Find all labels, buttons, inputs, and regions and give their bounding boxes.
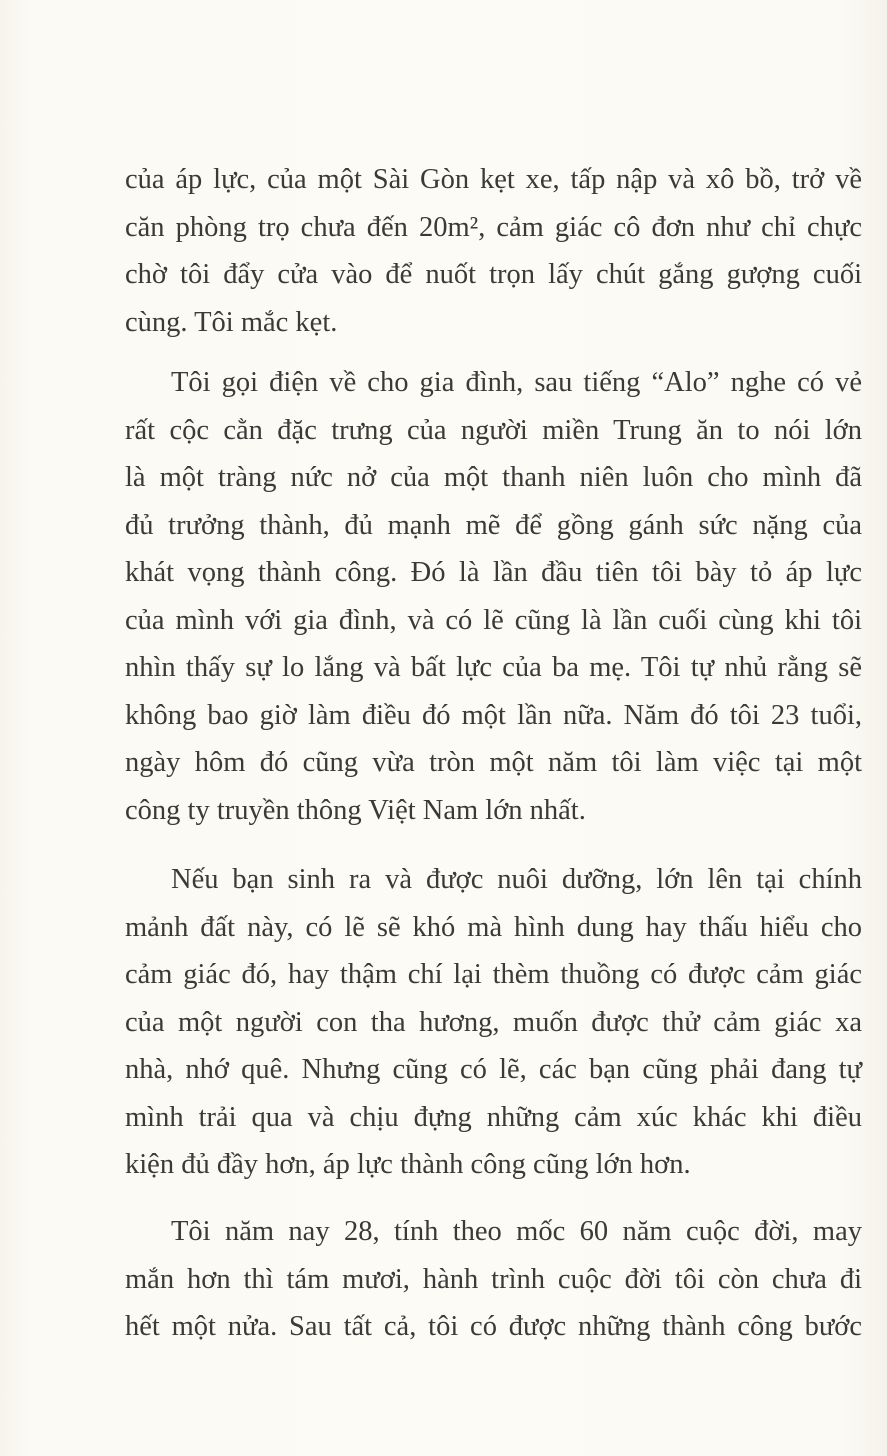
text-line: mảnh đất này, có lẽ sẽ khó mà hình dung hay thấu hiểu cho (125, 911, 862, 943)
text-line: Tôi năm nay 28, tính theo mốc 60 năm cuộc đời, may (171, 1216, 862, 1247)
text-line: mắn hơn thì tám mươi, hành trình cuộc đời tôi còn chưa đi (125, 1263, 862, 1295)
text-line: cảm giác đó, hay thậm chí lại thèm thuồng có được cảm giác (125, 959, 862, 990)
text-line: Tôi gọi điện về cho gia đình, sau tiếng “Alo” nghe có vẻ (171, 367, 862, 398)
text-line: rất cộc cằn đặc trưng của người miền Trung ăn to nói lớn (125, 414, 862, 446)
text-line: khát vọng thành công. Đó là lần đầu tiên tôi bày tỏ áp lực (125, 557, 862, 588)
paragraph-4 (125, 1208, 862, 1351)
text-line: đủ trưởng thành, đủ mạnh mẽ để gồng gánh sức nặng của (125, 509, 862, 541)
paragraph-3 (125, 856, 862, 1189)
text-line: của mình với gia đình, và có lẽ cũng là lần cuối cùng khi tôi (125, 604, 862, 636)
text-line: ngày hôm đó cũng vừa tròn một năm tôi làm việc tại một (125, 747, 862, 778)
paragraph-1 (125, 156, 862, 346)
text-line: không bao giờ làm điều đó một lần nữa. Năm đó tôi 23 tuổi, (125, 699, 862, 731)
text-line: công ty truyền thông Việt Nam lớn nhất. (125, 794, 586, 826)
text-line: cùng. Tôi mắc kẹt. (125, 306, 338, 338)
paragraph-2 (125, 359, 862, 834)
text-line: chờ tôi đẩy cửa vào để nuốt trọn lấy chút gắng gượng cuối (125, 259, 862, 290)
text-line: kiện đủ đầy hơn, áp lực thành công cũng lớn hơn. (125, 1149, 691, 1180)
text-line: của áp lực, của một Sài Gòn kẹt xe, tấp nập và xô bồ, trở về (125, 164, 862, 195)
text-line: là một tràng nức nở của một thanh niên luôn cho mình đã (125, 462, 862, 493)
text-line: của một người con tha hương, muốn được thử cảm giác xa (125, 1006, 862, 1038)
text-line: hết một nửa. Sau tất cả, tôi có được những thành công bước (125, 1311, 862, 1342)
text-line: nhìn thấy sự lo lắng và bất lực của ba mẹ. Tôi tự nhủ rằng sẽ (125, 652, 862, 683)
text-line: nhà, nhớ quê. Nhưng cũng có lẽ, các bạn cũng phải đang tự (125, 1054, 862, 1085)
text-line: căn phòng trọ chưa đến 20m², cảm giác cô đơn như chỉ chực (125, 211, 862, 243)
text-line: mình trải qua và chịu đựng những cảm xúc khác khi điều (125, 1101, 862, 1133)
text-line: Nếu bạn sinh ra và được nuôi dưỡng, lớn lên tại chính (171, 864, 862, 895)
